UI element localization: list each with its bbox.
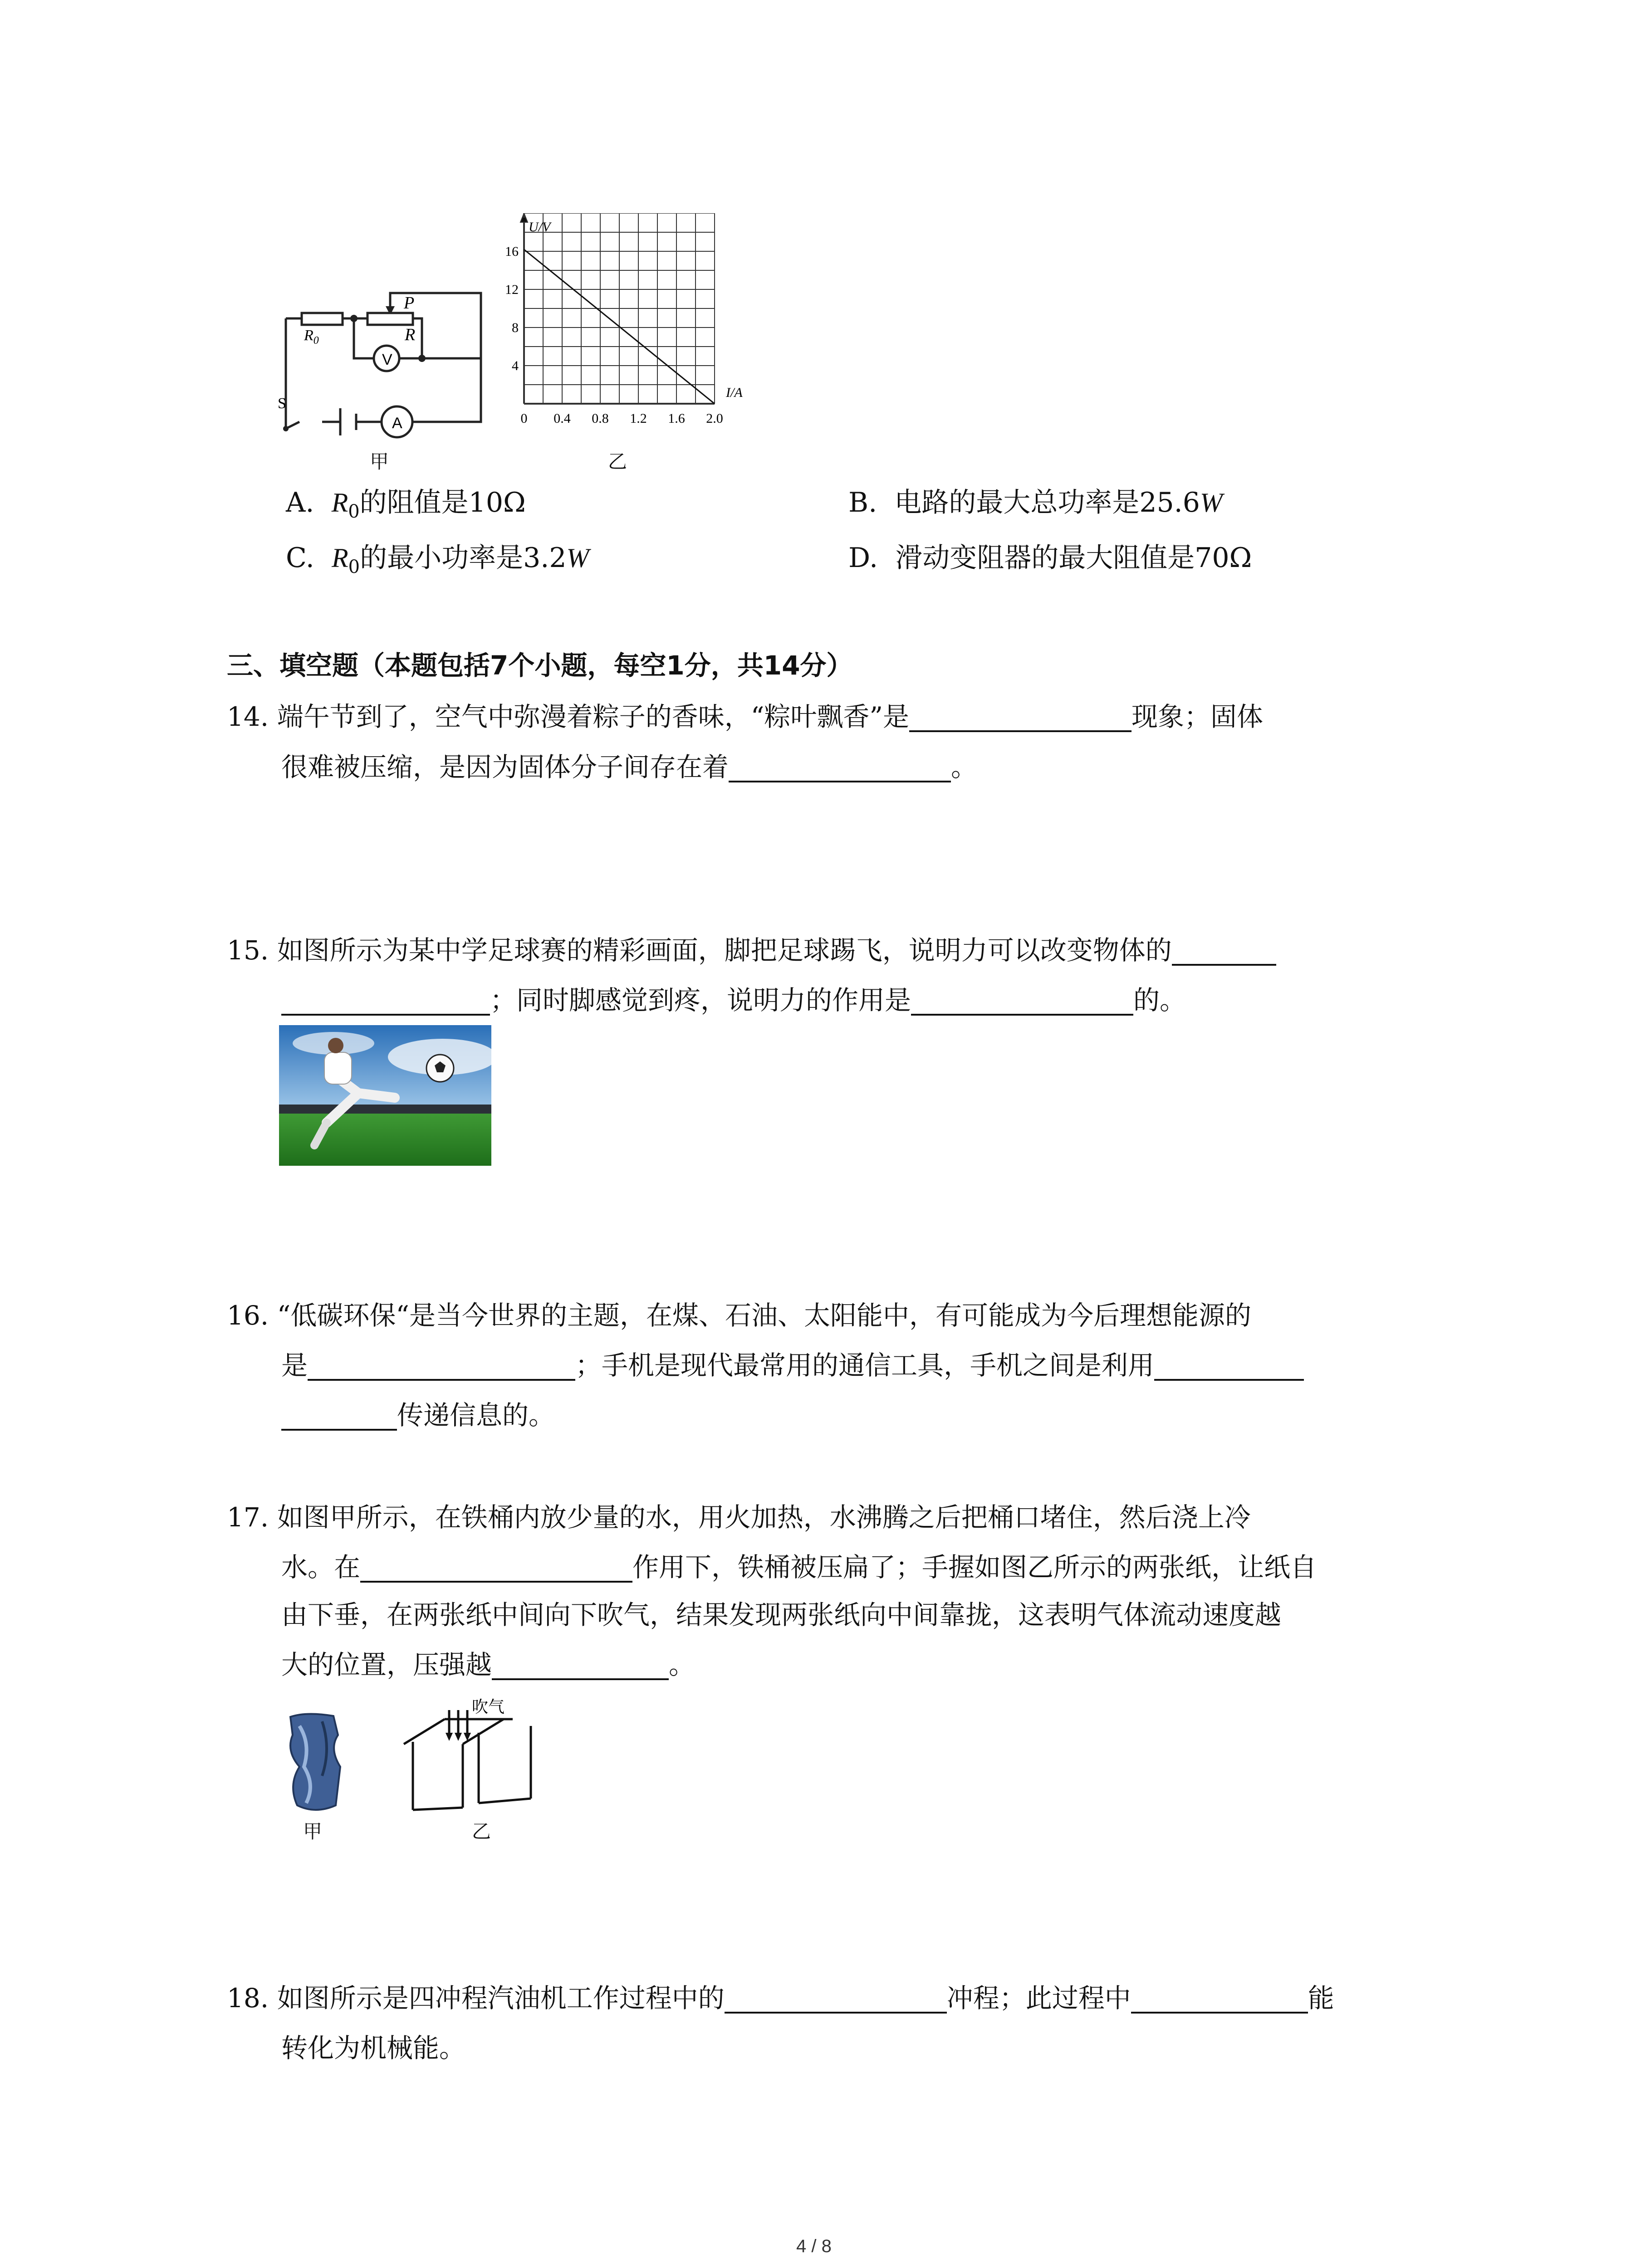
q15-blank-2[interactable] xyxy=(911,987,1133,1016)
resistor-r0 xyxy=(302,313,343,325)
x-tick-label: 0.8 xyxy=(592,411,609,426)
q18-line2: 转化为机械能。 xyxy=(281,2033,466,2063)
blow-label: 吹气 xyxy=(472,1698,505,1716)
q18-blank-2[interactable] xyxy=(1131,1984,1308,2014)
q17-line3: 由下垂，在两张纸中间向下吹气，结果发现两张纸向中间靠拢，这表明气体流动速度越 xyxy=(281,1599,1282,1630)
switch-contact xyxy=(283,426,289,431)
q15-blank-1b[interactable] xyxy=(281,987,490,1016)
q17-yi-label: 乙 xyxy=(472,1820,491,1843)
q17-line2: 水。在 作用下，铁桶被压扁了；手握如图乙所示的两张纸，让纸自 xyxy=(281,1552,1317,1583)
x-tick-label: 0.4 xyxy=(554,411,571,426)
q17-line1: 17. 如图甲所示，在铁桶内放少量的水，用火加热，水沸腾之后把桶口堵住，然后浇上冷 xyxy=(227,1502,1251,1533)
q14-blank-1[interactable] xyxy=(909,703,1132,732)
q14-line2: 很难被压缩，是因为固体分子间存在着 。 xyxy=(281,752,978,782)
q17-blank-1[interactable] xyxy=(360,1554,632,1583)
q17-jia-label: 甲 xyxy=(303,1820,323,1843)
x-tick-label: 2.0 xyxy=(706,411,723,426)
figure-yi-label: 乙 xyxy=(608,450,627,473)
q15-line2: ；同时脚感觉到疼，说明力的作用是 的。 xyxy=(281,975,1186,1025)
q17-blank-2[interactable] xyxy=(492,1651,669,1680)
y-tick-label: 8 xyxy=(512,320,519,335)
two-papers-figure xyxy=(399,1692,563,1819)
option-c: C. $R_0$的最小功率是3.2W xyxy=(286,542,589,577)
q16-line3: 传递信息的。 xyxy=(281,1390,555,1440)
q15-blank-1a[interactable] xyxy=(1172,937,1276,966)
option-a: A. $R_0$的阻值是10Ω xyxy=(286,487,526,522)
x-tick-label: 1.2 xyxy=(630,411,647,426)
q14-blank-2[interactable] xyxy=(729,753,951,782)
q16-blank-2b[interactable] xyxy=(281,1402,397,1431)
x-tick-label: 0 xyxy=(520,411,528,426)
label-s: S xyxy=(278,395,286,412)
crushed-can-figure xyxy=(279,1708,356,1821)
y-tick-label: 16 xyxy=(505,244,519,259)
label-r0: $R_0$ xyxy=(304,327,319,347)
q18-blank-1[interactable] xyxy=(725,1984,947,2014)
q17-line4: 大的位置，压强越 。 xyxy=(281,1649,696,1680)
q16-line2: 是 ；手机是现代最常用的通信工具，手机之间是利用 xyxy=(281,1340,1304,1390)
q14-line1: 14. 端午节到了，空气中弥漫着粽子的香味，“粽叶飘香”是 现象；固体 xyxy=(227,701,1264,732)
u-i-graph xyxy=(488,213,769,440)
x-tick-label: 1.6 xyxy=(668,411,685,426)
label-r: R xyxy=(405,325,416,344)
option-b: B. 电路的最大总功率是25.6W xyxy=(848,487,1223,518)
section-title: 三、填空题（本题包括7个小题，每空1分，共14分） xyxy=(227,650,853,681)
q16-line1: 16. “低碳环保“是当今世界的主题，在煤、石油、太阳能中，有可能成为今后理想能源的 xyxy=(227,1300,1251,1331)
label-v: V xyxy=(382,351,392,368)
y-tick-label: 12 xyxy=(505,282,519,297)
label-a: A xyxy=(392,415,402,432)
q16-blank-1[interactable] xyxy=(308,1352,575,1381)
circuit-diagram xyxy=(272,268,495,458)
y-axis-label: U/V xyxy=(529,220,551,235)
q18-line1: 18. 如图所示是四冲程汽油机工作过程中的 冲程；此过程中 能 xyxy=(227,1983,1334,2014)
label-p: P xyxy=(404,293,415,313)
x-axis-label: I/A xyxy=(726,385,743,400)
y-tick-label: 4 xyxy=(512,358,519,373)
football-photo xyxy=(279,1025,491,1166)
rheostat-r xyxy=(367,313,413,325)
option-d: D. 滑动变阻器的最大阻值是70Ω xyxy=(848,542,1252,574)
page-number: 4 / 8 xyxy=(796,2236,832,2256)
q15-line1: 15. 如图所示为某中学足球赛的精彩画面，脚把足球踢飞，说明力可以改变物体的 xyxy=(227,925,1276,975)
figure-jia-label: 甲 xyxy=(370,450,389,473)
q16-blank-2a[interactable] xyxy=(1154,1352,1304,1381)
